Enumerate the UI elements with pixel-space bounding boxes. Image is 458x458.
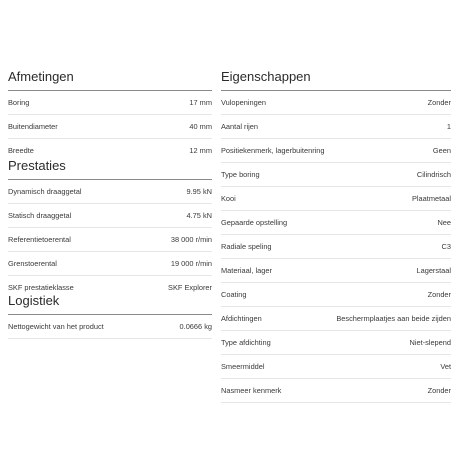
- spec-row: [8, 180, 212, 204]
- spec-label: Nettogewicht van het product: [8, 322, 104, 331]
- section-eigenschappen: [221, 68, 451, 403]
- left-column: [8, 0, 212, 458]
- section-title-prestaties: Prestaties: [8, 157, 212, 180]
- spec-row: [221, 379, 451, 403]
- spec-row: [8, 252, 212, 276]
- spec-label: Smeermiddel: [221, 362, 265, 371]
- spec-label: Type boring: [221, 170, 260, 179]
- spec-row: [8, 315, 212, 339]
- spec-row: [8, 228, 212, 252]
- spec-value: Vet: [440, 362, 451, 371]
- spec-label: Grenstoerental: [8, 259, 57, 268]
- spec-label: Radiale speling: [221, 242, 272, 251]
- spec-value: Zonder: [427, 98, 451, 107]
- spec-row: [221, 163, 451, 187]
- spec-row: [221, 283, 451, 307]
- spec-value: 17 mm: [189, 98, 212, 107]
- spec-row: [8, 115, 212, 139]
- spec-value: 19 000 r/min: [170, 259, 212, 268]
- spec-row: [221, 139, 451, 163]
- spec-value: Niet-slepend: [409, 338, 451, 347]
- spec-value: SKF Explorer: [168, 283, 212, 292]
- section-prestaties: [8, 157, 212, 299]
- spec-label: SKF prestatieklasse: [8, 283, 74, 292]
- spec-value: Zonder: [427, 290, 451, 299]
- spec-label: Buitendiameter: [8, 122, 58, 131]
- spec-label: Afdichtingen: [221, 314, 262, 323]
- spec-value: 12 mm: [189, 146, 212, 155]
- spec-label: Breedte: [8, 146, 34, 155]
- spec-value: 9.95 kN: [186, 187, 212, 196]
- spec-value: 40 mm: [189, 122, 212, 131]
- section-title-eigenschappen: Eigenschappen: [221, 68, 451, 91]
- spec-label: Vulopeningen: [221, 98, 266, 107]
- spec-value: Cilindrisch: [416, 170, 451, 179]
- spec-row: [221, 91, 451, 115]
- spec-value: 4.75 kN: [186, 211, 212, 220]
- spec-label: Referentietoerental: [8, 235, 71, 244]
- spec-value: Plaatmetaal: [411, 194, 451, 203]
- spec-row: [221, 115, 451, 139]
- spec-row: [221, 259, 451, 283]
- spec-row: [8, 91, 212, 115]
- spec-label: Nasmeer kenmerk: [221, 386, 282, 395]
- spec-row: [221, 235, 451, 259]
- spec-label: Boring: [8, 98, 30, 107]
- spec-value: 0.0666 kg: [179, 322, 212, 331]
- section-title-afmetingen: Afmetingen: [8, 68, 212, 91]
- spec-value: 38 000 r/min: [170, 235, 212, 244]
- spec-row: [221, 355, 451, 379]
- spec-label: Aantal rijen: [221, 122, 258, 131]
- spec-label: Gepaarde opstelling: [221, 218, 288, 227]
- right-column: [221, 0, 451, 458]
- spec-label: Positiekenmerk, lagerbuitenring: [221, 146, 325, 155]
- spec-label: Coating: [221, 290, 247, 299]
- spec-label: Dynamisch draaggetal: [8, 187, 82, 196]
- spec-row: [221, 187, 451, 211]
- spec-row: [8, 204, 212, 228]
- section-afmetingen: [8, 68, 212, 162]
- spec-label: Type afdichting: [221, 338, 271, 347]
- spec-value: Beschermplaatjes aan beide zijden: [336, 314, 451, 323]
- spec-row: [221, 307, 451, 331]
- spec-label: Materiaal, lager: [221, 266, 272, 275]
- spec-value: 1: [446, 122, 451, 131]
- spec-label: Statisch draaggetal: [8, 211, 72, 220]
- spec-value: C3: [441, 242, 451, 251]
- spec-row: [221, 331, 451, 355]
- section-logistiek: [8, 292, 212, 339]
- section-title-logistiek: Logistiek: [8, 292, 212, 315]
- spec-value: Nee: [437, 218, 451, 227]
- spec-value: Geen: [432, 146, 451, 155]
- spec-value: Zonder: [427, 386, 451, 395]
- spec-label: Kooi: [221, 194, 236, 203]
- spec-row: [221, 211, 451, 235]
- spec-value: Lagerstaal: [416, 266, 451, 275]
